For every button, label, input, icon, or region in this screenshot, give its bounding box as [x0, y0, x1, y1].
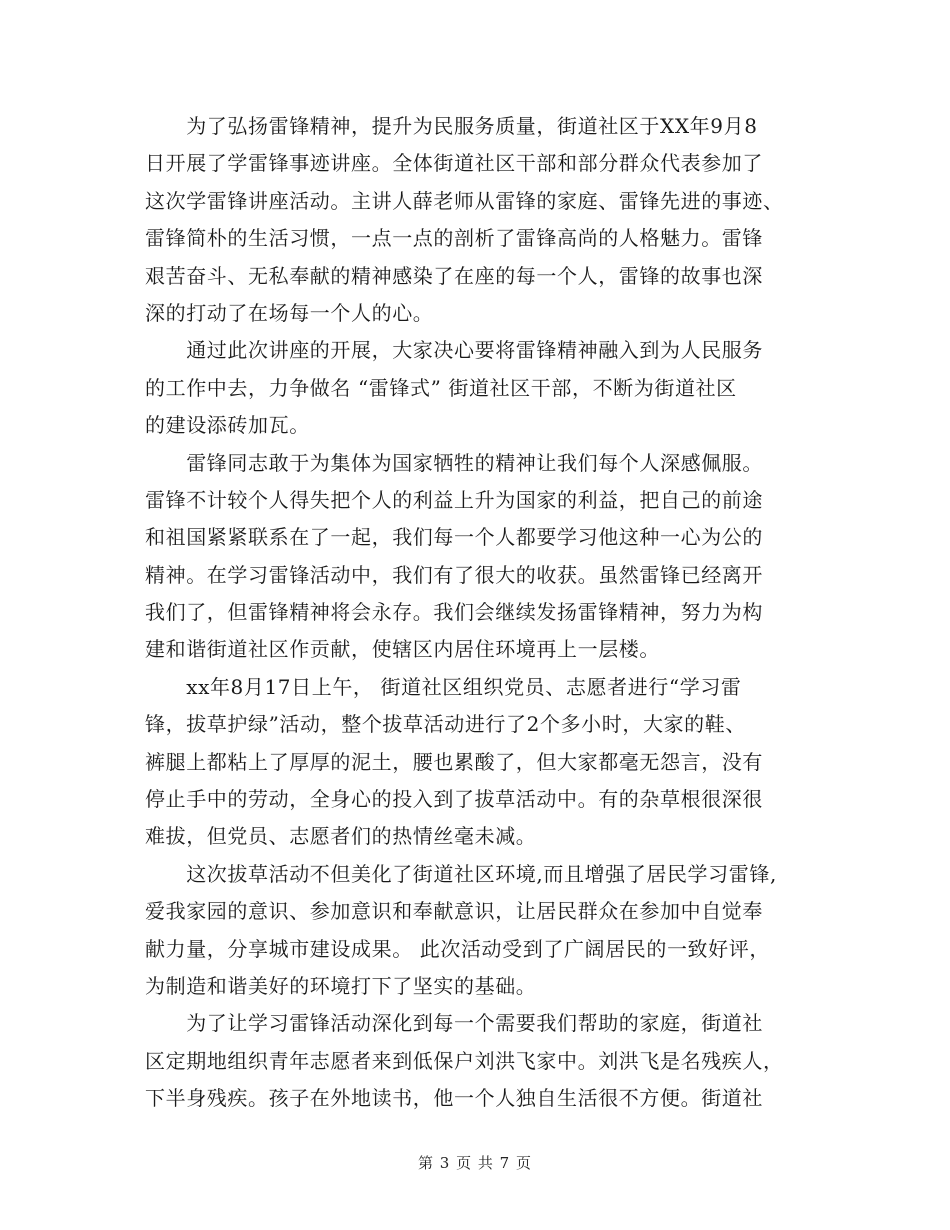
text-line: 为制造和谐美好的环境打下了坚实的基础。 — [145, 973, 537, 998]
text-line: 雷锋同志敢于为集体为国家牺牲的精神让我们每个人深感佩服。 — [145, 450, 763, 475]
text-line: 这次学雷锋讲座活动。主讲人薛老师从雷锋的家庭、雷锋先进的事迹、 — [145, 188, 784, 213]
text-line: 日开展了学雷锋事迹讲座。全体街道社区干部和部分群众代表参加了 — [145, 151, 763, 176]
paragraph-2 — [145, 332, 825, 444]
paragraph-3 — [145, 445, 825, 669]
text-line: 下半身残疾。孩子在外地读书，他一个人独自生活很不方便。街道社 — [145, 1086, 763, 1111]
paragraph-4 — [145, 669, 825, 856]
text-line: 献力量，分享城市建设成果。 此次活动受到了广阔居民的一致好评， — [145, 936, 770, 961]
text-line: 深的打动了在场每一个人的心。 — [145, 300, 434, 325]
text-line: 难拔，但党员、志愿者们的热情丝毫未减。 — [145, 824, 537, 849]
text-line: 和祖国紧紧联系在了一起，我们每一个人都要学习他这种一心为公的 — [145, 525, 763, 550]
text-line: 雷锋不计较个人得失把个人的利益上升为国家的利益，把自己的前途 — [145, 487, 763, 512]
text-line: 我们了，但雷锋精神将会永存。我们会继续发扬雷锋精神，努力为构 — [145, 600, 763, 625]
text-line: 雷锋简朴的生活习惯，一点一点的剖析了雷锋高尚的人格魅力。雷锋 — [145, 226, 763, 251]
paragraph-5 — [145, 856, 825, 1006]
page-number-footer: 第 3 页 共 7 页 — [418, 1154, 532, 1172]
text-line: 为了让学习雷锋活动深化到每一个需要我们帮助的家庭，街道社 — [145, 1011, 763, 1036]
text-line: 爱我家园的意识、参加意识和奉献意识，让居民群众在参加中自觉奉 — [145, 899, 763, 924]
text-line: 区定期地组织青年志愿者来到低保户刘洪飞家中。刘洪飞是名残疾人， — [145, 1048, 784, 1073]
text-line: 通过此次讲座的开展，大家决心要将雷锋精神融入到为人民服务 — [145, 338, 763, 363]
text-line: 的建设添砖加瓦。 — [145, 413, 310, 438]
text-line: 锋，拔草护绿”活动，整个拔草活动进行了2个多小时，大家的鞋、 — [145, 712, 746, 737]
paragraph-1 — [145, 108, 825, 332]
text-line: 建和谐街道社区作贡献，使辖区内居住环境再上一层楼。 — [145, 637, 660, 662]
text-line: 这次拔草活动不但美化了街道社区环境,而且增强了居民学习雷锋, — [145, 861, 777, 886]
text-line: 的工作中去，力争做名 “雷锋式” 街道社区干部，不断为街道社区 — [145, 375, 737, 400]
body-text — [145, 108, 825, 1118]
text-line: 停止手中的劳动，全身心的投入到了拔草活动中。有的杂草根很深很 — [145, 787, 763, 812]
text-line: xx年8月17日上午， 街道社区组织党员、志愿者进行“学习雷 — [145, 674, 742, 699]
paragraph-6 — [145, 1005, 825, 1117]
text-line: 艰苦奋斗、无私奉献的精神感染了在座的每一个人，雷锋的故事也深 — [145, 263, 763, 288]
text-line: 为了弘扬雷锋精神，提升为民服务质量，街道社区于XX年9月8 — [145, 114, 758, 138]
text-line: 精神。在学习雷锋活动中，我们有了很大的收获。虽然雷锋已经离开 — [145, 562, 763, 587]
text-line: 裤腿上都粘上了厚厚的泥土，腰也累酸了，但大家都毫无怨言，没有 — [145, 749, 763, 774]
